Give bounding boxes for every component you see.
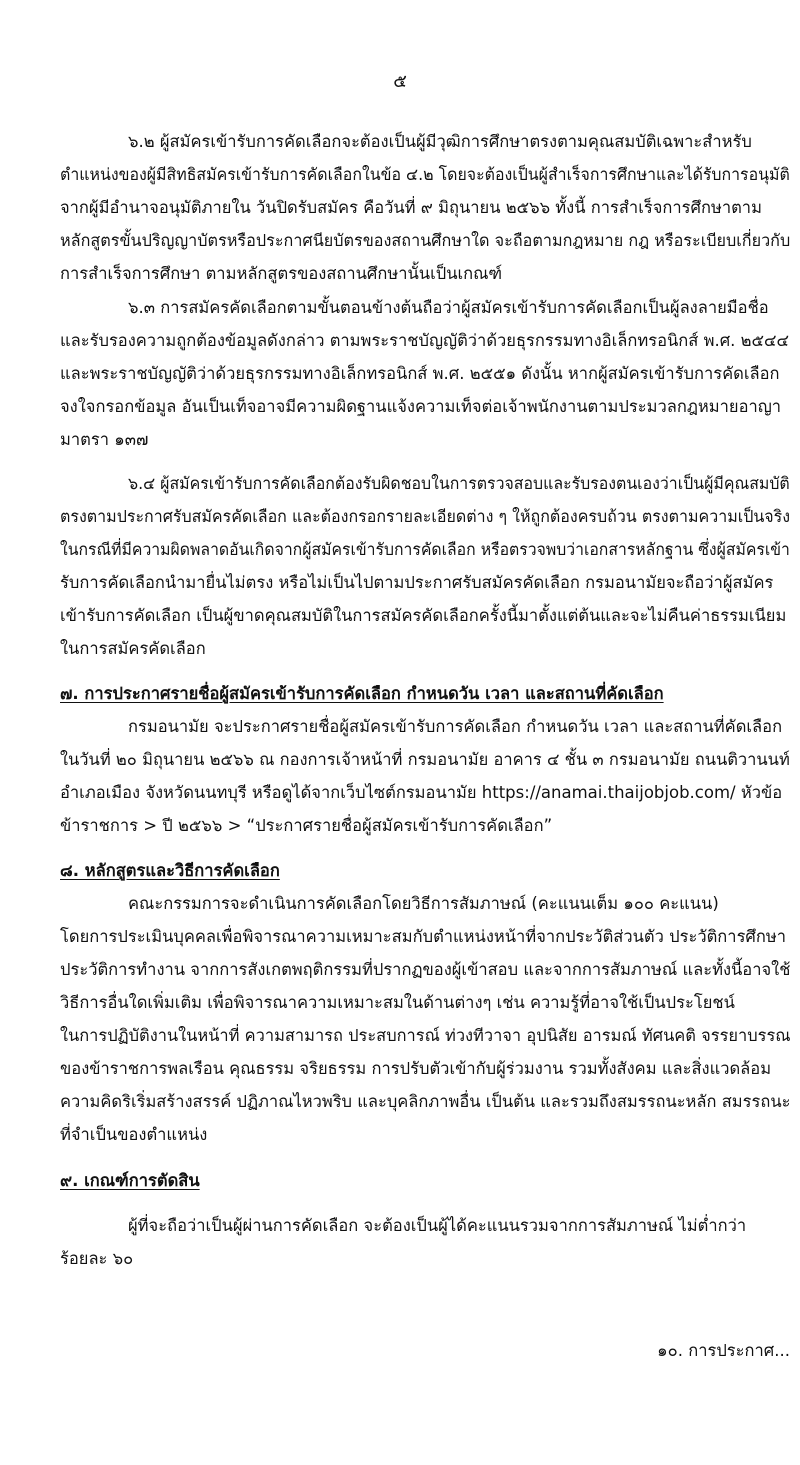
paragraph-line: มาตรา ๑๓๗	[60, 430, 149, 449]
paragraph-line: ๖.๔ ผู้สมัครเข้ารับการคัดเลือกต้องรับผิดชอบในการตรวจสอบและรับรองตนเองว่าเป็นผู้มีคุณสมบัติ	[128, 474, 790, 493]
paragraph-line: และรับรองความถูกต้องข้อมูลดังกล่าว ตามพระราชบัญญัติว่าด้วยธุรกรรมทางอิเล็กทรอนิกส์ พ.ศ. ๒๕๔๔	[60, 331, 790, 350]
paragraph-line: อำเภอเมือง จังหวัดนนทบุรี หรือดูได้จากเว็บไซต์กรมอนามัย https://anamai.thaijobjob.com/ หัวข้อ	[60, 783, 783, 802]
paragraph-line: หลักสูตรขั้นปริญญาบัตรหรือประกาศนียบัตรของสถานศึกษาใด จะถือตามกฎหมาย กฎ หรือระเบียบเกี่ยวกับ	[60, 231, 791, 250]
paragraph-line: ร้อยละ ๖๐	[60, 1249, 134, 1268]
paragraph-line: ในวันที่ ๒๐ มิถุนายน ๒๕๖๖ ณ กองการเจ้าหน้าที่ กรมอนามัย อาคาร ๔ ชั้น ๓ กรมอนามัย ถนนติวานนท์	[60, 750, 790, 769]
paragraph-line: ในการสมัครคัดเลือก	[60, 639, 206, 658]
paragraph-line: คณะกรรมการจะดำเนินการคัดเลือกโดยวิธีการสัมภาษณ์ (คะแนนเต็ม ๑๐๐ คะแนน)	[128, 894, 719, 913]
paragraph-line: การสำเร็จการศึกษา ตามหลักสูตรของสถานศึกษานั้นเป็นเกณฑ์	[60, 264, 503, 283]
paragraph-line: เข้ารับการคัดเลือก เป็นผู้ขาดคุณสมบัติในการสมัครคัดเลือกครั้งนี้มาตั้งแต่ต้นและจะไม่คืนค่าธรรมเนียม	[60, 606, 787, 625]
paragraph-line: รับการคัดเลือกนำมายื่นไม่ตรง หรือไม่เป็นไปตามประกาศรับสมัครคัดเลือก กรมอนามัยจะถือว่าผู้สมัคร	[60, 573, 774, 592]
paragraph-line: ข้าราชการ > ปี ๒๕๖๖ > “ประกาศรายชื่อผู้สมัครเข้ารับการคัดเลือก”	[60, 816, 553, 835]
paragraph-line: ตรงตามประกาศรับสมัครคัดเลือก และต้องกรอกรายละเอียดต่าง ๆ ให้ถูกต้องครบถ้วน ตรงตามความเป็นจริง	[60, 507, 791, 526]
paragraph-line: จากผู้มีอำนาจอนุมัติภายใน วันปิดรับสมัคร คือวันที่ ๙ มิถุนายน ๒๕๖๖ ทั้งนี้ การสำเร็จการศึกษาตาม	[60, 198, 762, 217]
paragraph-line: ๖.๓ การสมัครคัดเลือกตามขั้นตอนข้างต้นถือว่าผู้สมัครเข้ารับการคัดเลือกเป็นผู้ลงลายมือชื่อ	[128, 298, 769, 317]
paragraph-line: โดยการประเมินบุคคลเพื่อพิจารณาความเหมาะสมกับตำแหน่งหน้าที่จากประวัติส่วนตัว ประวัติการศึกษา	[60, 927, 787, 946]
paragraph-line: วิธีการอื่นใดเพิ่มเติม เพื่อพิจารณาความเหมาะสมในด้านต่างๆ เช่น ความรู้ที่อาจใช้เป็นประโยชน์	[60, 993, 735, 1012]
paragraph-line: ที่จำเป็นของตำแหน่ง	[60, 1125, 208, 1144]
next-page-marker: ๑๐. การประกาศ...	[657, 1341, 790, 1360]
paragraph-line: ผู้ที่จะถือว่าเป็นผู้ผ่านการคัดเลือก จะต้องเป็นผู้ได้คะแนนรวมจากการสัมภาษณ์ ไม่ต่ำกว่า	[128, 1216, 747, 1235]
section-heading: ๘. หลักสูตรและวิธีการคัดเลือก	[60, 861, 280, 880]
paragraph-line: และพระราชบัญญัติว่าด้วยธุรกรรมทางอิเล็กทรอนิกส์ พ.ศ. ๒๕๕๑ ดังนั้น หากผู้สมัครเข้ารับการคัดเลือก	[60, 364, 780, 383]
paragraph-line: ตำแหน่งของผู้มีสิทธิสมัครเข้ารับการคัดเลือกในข้อ ๔.๒ โดยจะต้องเป็นผู้สำเร็จการศึกษาและได้รับการอนุมัติ	[60, 165, 790, 184]
paragraph-line: จงใจกรอกข้อมูล อันเป็นเท็จอาจมีความผิดฐานแจ้งความเท็จต่อเจ้าพนักงานตามประมวลกฎหมายอาญา	[60, 397, 782, 416]
paragraph-line: กรมอนามัย จะประกาศรายชื่อผู้สมัครเข้ารับการคัดเลือก กำหนดวัน เวลา และสถานที่คัดเลือก	[128, 717, 783, 736]
section-heading: ๗. การประกาศรายชื่อผู้สมัครเข้ารับการคัดเลือก กำหนดวัน เวลา และสถานที่คัดเลือก	[60, 684, 664, 703]
paragraph-line: ในการปฏิบัติงานในหน้าที่ ความสามารถ ประสบการณ์ ท่วงทีวาจา อุปนิสัย อารมณ์ ทัศนคติ จรรยาบรรณ	[60, 1026, 791, 1045]
page-number: ๕	[393, 71, 407, 92]
paragraph-line: ในกรณีที่มีความผิดพลาดอันเกิดจากผู้สมัครเข้ารับการคัดเลือก หรือตรวจพบว่าเอกสารหลักฐาน ซึ่งผู้สมัครเข้า	[60, 540, 790, 559]
paragraph-line: ของข้าราชการพลเรือน คุณธรรม จริยธรรม การปรับตัวเข้ากับผู้ร่วมงาน รวมทั้งสังคม และสิ่งแวดล้อม	[60, 1059, 772, 1078]
paragraph-line: ๖.๒ ผู้สมัครเข้ารับการคัดเลือกจะต้องเป็นผู้มีวุฒิการศึกษาตรงตามคุณสมบัติเฉพาะสำหรับ	[128, 132, 752, 151]
section-heading: ๙. เกณฑ์การตัดสิน	[60, 1171, 200, 1190]
paragraph-line: ความคิดริเริ่มสร้างสรรค์ ปฏิภาณไหวพริบ และบุคลิกภาพอื่น เป็นต้น และรวมถึงสมรรถนะหลัก สมรรถนะ	[60, 1092, 791, 1111]
paragraph-line: ประวัติการทำงาน จากการสังเกตพฤติกรรมที่ปรากฏของผู้เข้าสอบ และจากการสัมภาษณ์ และทั้งนี้อาจใช้	[60, 960, 791, 979]
